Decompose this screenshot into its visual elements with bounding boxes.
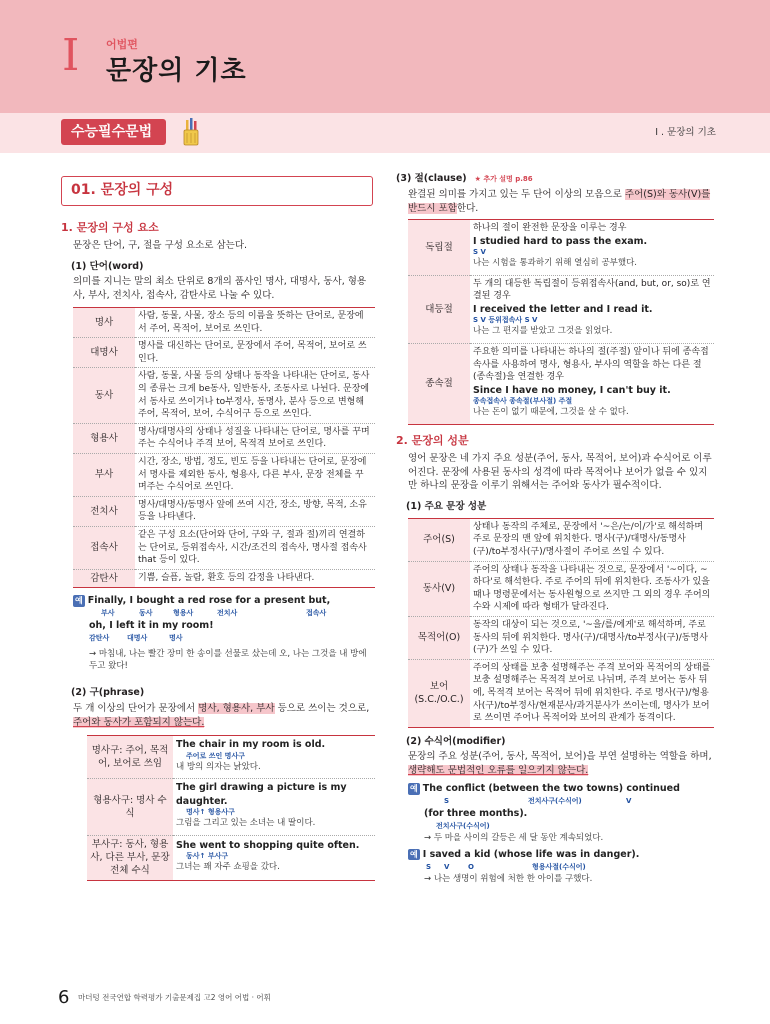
tag-label: V — [444, 862, 450, 871]
element-description: 주어의 상태나 동작을 나타내는 것으로, 문장에서 '~이다, ~하다'로 해석한다. 주로 주어의 뒤에 위치한다. 조동사가 있을 때나 명령문에서는 동사원형으로 쓰지만 그 외의 경우 주어의 수와 시제에 따라 형태가 달라진다. — [470, 561, 714, 616]
example-tags — [101, 608, 375, 619]
pos-name: 감탄사 — [73, 569, 135, 587]
pos-description: 같은 구성 요소(단어와 단어, 구와 구, 절과 절)끼리 연결하는 단어로, 등위접속사, 시간/조건의 접속사, 명사절 접속사 that 등이 있다. — [135, 526, 375, 569]
section-badge: 수능필수문법 — [61, 119, 166, 145]
example-line: I saved a kid (whose life was in danger). — [422, 848, 640, 860]
pos-description: 기쁨, 슬픔, 놀람, 환호 등의 감정을 나타낸다. — [135, 569, 375, 587]
example-translation: → 두 마을 사이의 갈등은 세 달 동안 계속되었다. — [424, 832, 604, 843]
phrase-example — [173, 835, 375, 880]
clause-example-tag: S V 등위접속사 S V — [473, 316, 538, 325]
chapter-roman: I — [62, 30, 80, 81]
example-icon: 예 — [410, 849, 418, 859]
pos-description: 명사/대명사의 상태나 성질을 나타내는 단어로, 명사를 꾸며주는 수식어나 주격 보어, 목적격 보어로 쓰인다. — [135, 423, 375, 453]
pos-name: 전치사 — [73, 496, 135, 526]
pos-description: 사람, 동물, 사물, 장소 등의 이름을 뜻하는 단어로, 문장에서 주어, 목적어, 보어로 쓰인다. — [135, 308, 375, 338]
phrase-row — [87, 736, 375, 779]
word-description: 의미를 지니는 말의 최소 단위로 8개의 품사인 명사, 대명사, 동사, 형용사, 부사, 전치사, 접속사, 감탄사로 나눌 수 있다. — [73, 276, 367, 302]
example-tags — [436, 821, 714, 832]
clause-example-kr: 나는 돈이 없기 때문에, 그것을 살 수 없다. — [473, 406, 629, 417]
pos-description: 시간, 장소, 방법, 정도, 빈도 등을 나타내는 단어로, 문장에서 명사를 제외한 동사, 형용사, 다른 부사, 문장 전체를 꾸며주는 수식어로 쓰인다. — [135, 453, 375, 496]
clause-example-en: I received the letter and I read it. — [473, 304, 653, 316]
clause-row — [408, 275, 714, 343]
tag-label: 전치사구(수식어) — [528, 796, 582, 805]
phrase-example — [173, 779, 375, 835]
clause-description — [396, 188, 714, 216]
phrase-example-tag: 주어로 쓰인 명사구 — [186, 751, 245, 760]
pos-description: 사람, 동물, 사물 등의 상태나 동작을 나타내는 단어로, 동사의 종류는 크게 be동사, 일반동사, 조동사로 나뉜다. 문장에서 동사로 쓰이거나 to부정사, 동명사, 분사 등으로 변형해 주어, 목적어, 보어, 수식어구 등으로 쓰인다. — [135, 368, 375, 423]
clause-example-tag: 종속접속사 종속절(부사절) 주절 — [473, 397, 573, 406]
element-description: 동작의 대상이 되는 것으로, '~을/를/에게'로 해석하며, 주로 동사의 뒤에 위치한다. 명사(구)/대명사/to부정사(구)/동명사(구)가 쓰일 수 있다. — [470, 616, 714, 659]
highlight-text: 주어(S)와 동사(V)를 반드시 포함 — [408, 188, 711, 214]
pos-name: 형용사 — [73, 423, 135, 453]
example-tags — [89, 633, 375, 644]
tag-label: 접속사 — [306, 608, 327, 617]
modifier-heading: (2) 수식어(modifier) — [406, 735, 506, 747]
example-line: oh, I left it in my room! — [89, 619, 214, 631]
text-run: 완결된 의미를 가지고 있는 두 단어 이상의 모음으로 — [408, 188, 625, 200]
clause-row — [408, 344, 714, 425]
element-name: 동사(V) — [408, 561, 470, 616]
example-translation: → 나는 생명이 위험에 처한 한 아이를 구했다. — [424, 873, 593, 884]
phrase-row — [87, 779, 375, 835]
element-row — [408, 616, 714, 659]
example-icon: 예 — [410, 784, 418, 794]
phrase-example-en: The girl drawing a picture is my daughter. — [176, 782, 347, 807]
clause-example-en: I studied hard to pass the exam. — [473, 235, 648, 247]
pos-description: 명사를 대신하는 단어로, 문장에서 주어, 목적어, 보어로 쓰인다. — [135, 338, 375, 368]
text-run: 문장의 주요 성분(주어, 동사, 목적어, 보어)을 부연 설명하는 역할을 하며, — [408, 751, 712, 763]
clause-content — [470, 220, 714, 276]
clause-type: 대등절 — [408, 275, 470, 343]
tag-label: 전치사 — [217, 608, 238, 617]
footer-text: 마더텅 전국연합 학력평가 기출문제집 고2 영어 어법 · 어휘 — [78, 993, 271, 1002]
right-column — [396, 172, 714, 888]
pos-row — [73, 453, 375, 496]
pos-name: 대명사 — [73, 338, 135, 368]
tag-label: S — [444, 796, 450, 805]
phrase-row — [87, 835, 375, 880]
clause-description: 하나의 절이 완전한 문장을 이루는 경우 — [473, 223, 627, 234]
text-run: 한다. — [456, 202, 479, 214]
example-line: (for three months). — [424, 807, 528, 819]
section-title: 01. 문장의 구성 — [61, 176, 373, 206]
phrase-example-kr: 내 방의 의자는 낡았다. — [176, 761, 261, 772]
element-row — [408, 659, 714, 727]
clause-heading — [396, 172, 714, 186]
element-row — [408, 518, 714, 561]
clause-description: 주요한 의미를 나타내는 하나의 절(주절) 앞이나 뒤에 종속접속사를 사용하여 명사, 형용사, 부사의 역할을 하는 다른 절(종속절)을 연결한 경우 — [473, 347, 709, 383]
clause-type: 독립절 — [408, 220, 470, 276]
pos-row — [73, 526, 375, 569]
phrase-example-kr: 그림을 그리고 있는 소녀는 내 딸이다. — [176, 817, 316, 828]
word-heading: (1) 단어(word) — [71, 260, 144, 272]
tag-label: 형용사절(수식어) — [532, 862, 586, 871]
element-description: 주어의 상태를 보충 설명해주는 주격 보어와 목적어의 상태를 보충 설명해주는 목적격 보어로 나뉘며, 주격 보어는 동사 뒤에, 목적격 보어는 목적어 뒤에 위치한다. 주로 명사(구)/형용사(구)/to부정사/현재분사/과거분사가 쓰이는데, 명사가 보어로 쓰이면 주어나 목적어와 보어의 관계가 동격이다. — [470, 659, 714, 727]
pos-row — [73, 496, 375, 526]
element-name: 주어(S) — [408, 518, 470, 561]
phrase-description — [61, 702, 375, 730]
pos-description: 명사/대명사/동명사 앞에 쓰여 시간, 장소, 방향, 목적, 소유 등을 나타낸다. — [135, 496, 375, 526]
phrase-type: 명사구: 주어, 목적어, 보어로 쓰임 — [87, 736, 173, 779]
element-row — [408, 561, 714, 616]
chapter-label: I . 문장의 기초 — [655, 127, 716, 138]
chapter-subtitle: 어법편 — [106, 38, 138, 51]
element-name: 보어 (S.C./O.C.) — [408, 659, 470, 727]
example-tags — [436, 796, 714, 807]
example-tags — [426, 862, 714, 873]
example-line: Finally, I bought a red rose for a present but, — [87, 594, 331, 606]
tag-label: 대명사 — [127, 633, 148, 642]
example-line: The conflict (between the two towns) continued — [422, 783, 680, 795]
clause-example-en: Since I have no money, I can't buy it. — [473, 384, 671, 396]
tag-label: 부사 — [101, 608, 115, 617]
phrase-example-tag: 동사↑ 부사구 — [186, 851, 229, 860]
phrase-example-en: She went to shopping quite often. — [176, 839, 360, 851]
elements-description: 영어 문장은 네 가지 주요 성분(주어, 동사, 목적어, 보어)과 수식어로 이루어진다. 문장에 사용된 동사의 성격에 따라 목적어나 보어가 없을 수 있지만 하나의 문장을 이루기 위해서는 주어와 동사가 필수적이다. — [408, 452, 712, 492]
tag-label: S — [426, 862, 432, 871]
highlight-text: 생략해도 문법적인 오류를 일으키지 않는다. — [408, 765, 589, 777]
example-3 — [408, 848, 714, 862]
pos-row — [73, 368, 375, 423]
phrase-type: 부사구: 동사, 형용사, 다른 부사, 문장 전체 수식 — [87, 835, 173, 880]
phrase-example-en: The chair in my room is old. — [176, 739, 326, 751]
pos-table — [73, 307, 375, 588]
pos-row — [73, 338, 375, 368]
element-description: 상태나 동작의 주체로, 문장에서 '~은/는/이/가'로 해석하며 주로 문장의 맨 앞에 위치한다. 명사(구)/대명사/동명사(구)/to부정사(구)/명사절이 주어로 쓰일 수 있다. — [470, 518, 714, 561]
tag-label: O — [468, 862, 474, 871]
main-elements-heading: (1) 주요 문장 성분 — [406, 501, 487, 513]
elements-table — [408, 518, 714, 728]
phrase-heading: (2) 구(phrase) — [71, 687, 145, 699]
tag-label: 형용사 — [173, 608, 194, 617]
clause-example-kr: 나는 그 편지를 받았고 그것을 읽었다. — [473, 326, 613, 337]
text-run: 두 개 이상의 단어가 문장에서 — [73, 702, 199, 714]
phrase-example-kr: 그녀는 꽤 자주 쇼핑을 갔다. — [176, 861, 280, 872]
page-number: 6 — [58, 987, 70, 1008]
tag-label: V — [626, 796, 632, 805]
heading-elements: 2. 문장의 성분 — [396, 433, 469, 447]
clause-example-tag: S V — [473, 248, 486, 257]
modifier-description — [396, 750, 714, 778]
clause-type: 종속절 — [408, 344, 470, 425]
phrase-table — [87, 735, 375, 880]
clause-example-kr: 나는 시험을 통과하기 위해 열심히 공부했다. — [473, 257, 638, 268]
tag-label: 명사 — [169, 633, 183, 642]
reference-note: ★ 추가 설명 p.86 — [474, 175, 533, 183]
clause-row — [408, 220, 714, 276]
phrase-type: 형용사구: 명사 수식 — [87, 779, 173, 835]
left-column — [61, 172, 375, 887]
pencil-cup-icon — [181, 118, 201, 146]
phrase-example — [173, 736, 375, 779]
element-name: 목적어(O) — [408, 616, 470, 659]
example-translation: → 마침내, 나는 빨간 장미 한 송이를 선물로 샀는데 오, 나는 그것을 내 방에 두고 왔다! — [89, 648, 367, 671]
highlight-text: 명사, 형용사, 부사 — [198, 702, 275, 714]
example-1 — [73, 594, 375, 608]
tag-label: 전치사구(수식어) — [436, 821, 490, 830]
clause-content — [470, 275, 714, 343]
clause-table — [408, 219, 714, 425]
tag-label: 동사 — [139, 608, 153, 617]
text-run: 등으로 쓰이는 것으로, — [274, 702, 370, 714]
text-run: (3) 절(clause) — [396, 173, 467, 184]
pos-name: 동사 — [73, 368, 135, 423]
pos-name: 부사 — [73, 453, 135, 496]
tag-label: 감탄사 — [89, 633, 110, 642]
phrase-example-tag: 명사↑ 형용사구 — [186, 808, 235, 817]
chapter-title: 문장의 기초 — [106, 56, 247, 86]
pos-row — [73, 569, 375, 587]
clause-content — [470, 344, 714, 425]
highlight-text: 주어와 동사가 포함되지 않는다. — [73, 716, 205, 728]
example-2 — [408, 782, 714, 796]
pos-row — [73, 308, 375, 338]
pos-name: 접속사 — [73, 526, 135, 569]
pos-name: 명사 — [73, 308, 135, 338]
pos-row — [73, 423, 375, 453]
heading-components: 1. 문장의 구성 요소 — [61, 221, 159, 234]
example-icon: 예 — [75, 595, 83, 605]
intro-text: 문장은 단어, 구, 절을 구성 요소로 삼는다. — [73, 239, 248, 251]
clause-description: 두 개의 대등한 독립절이 등위접속사(and, but, or, so)로 연결된 경우 — [473, 278, 711, 302]
